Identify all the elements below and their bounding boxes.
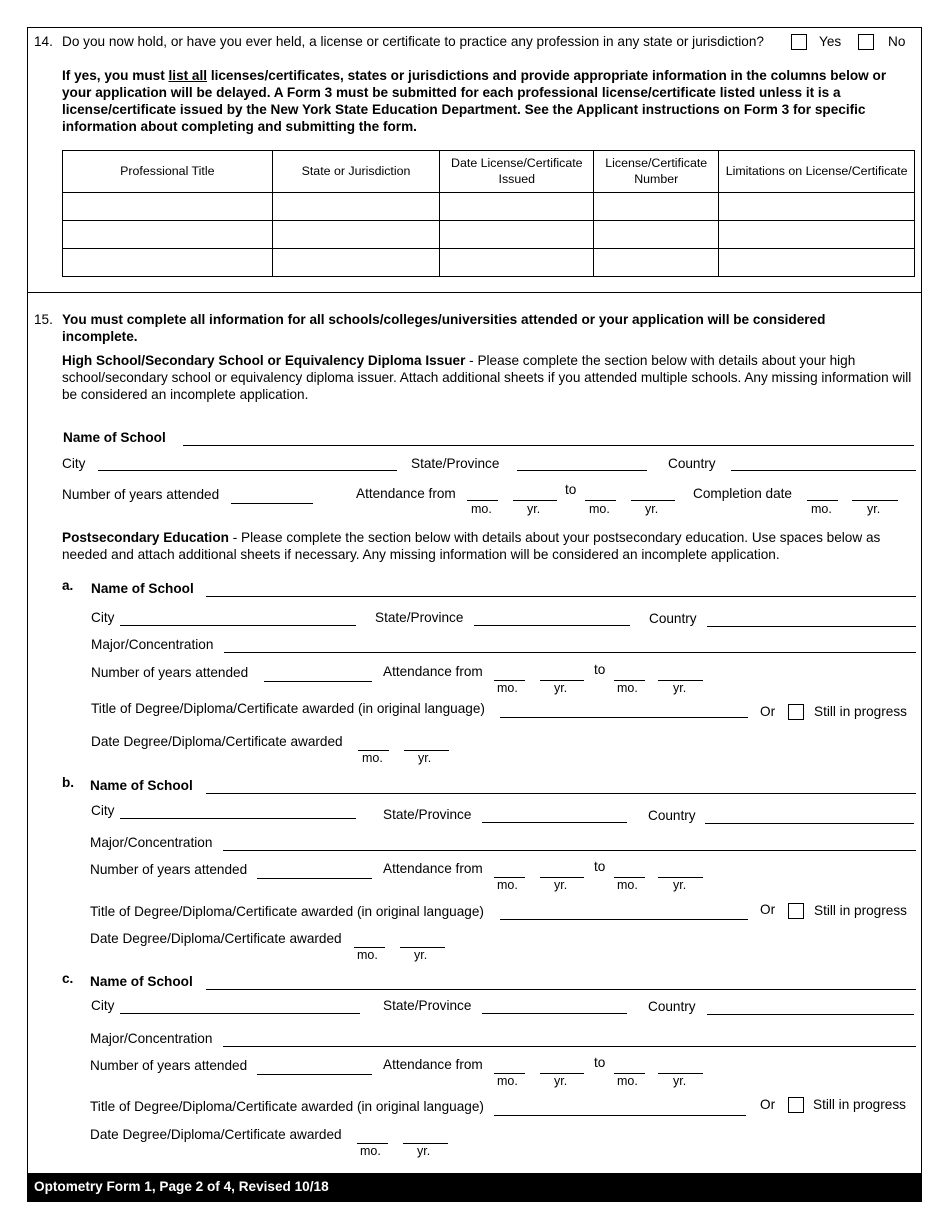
a-to-label: to [594, 662, 606, 677]
c-state-field[interactable] [482, 1013, 627, 1014]
b-years-field[interactable] [257, 878, 372, 879]
q15-intro: You must complete all information for all schools/colleges/universities attended or your application will be considered incomplete. [62, 312, 826, 344]
b-still-in-progress-label: Still in progress [814, 903, 907, 918]
b-attendance-label: Attendance from [383, 861, 483, 876]
section-a-letter: a. [62, 578, 74, 593]
b-awarded-mo-label: mo. [357, 948, 378, 962]
c-to-yr-label: yr. [673, 1074, 687, 1088]
hs-to-yr-field[interactable] [631, 500, 675, 501]
c-date-awarded-label: Date Degree/Diploma/Certificate awarded [90, 1127, 342, 1142]
a-degree-label: Title of Degree/Diploma/Certificate awarded (in original language) [91, 701, 485, 716]
q14-question: Do you now hold, or have you ever held, a license or certificate to practice any profession in any state or jurisdiction? [62, 34, 764, 49]
c-attendance-label: Attendance from [383, 1057, 483, 1072]
a-to-yr-label: yr. [673, 681, 687, 695]
q14-no-checkbox[interactable] [858, 34, 874, 50]
a-years-field[interactable] [264, 681, 372, 682]
hs-completion-mo-field[interactable] [807, 500, 838, 501]
table-cell[interactable] [63, 193, 273, 221]
q14-yes-label: Yes [819, 34, 842, 49]
a-name-field[interactable] [206, 596, 916, 597]
c-state-label: State/Province [383, 998, 472, 1013]
a-date-awarded-label: Date Degree/Diploma/Certificate awarded [91, 734, 343, 749]
a-awarded-mo-label: mo. [362, 751, 383, 765]
hs-state-label: State/Province [411, 456, 500, 471]
c-country-field[interactable] [707, 1014, 914, 1015]
q14-instructions: If yes, you must list all licenses/certificates, states or jurisdictions and provide appropriate information in the columns below or your application will be delayed. A Form 3 must be submitted for each professional license/certificate listed unless it is a license/certificate issued by the New York State Education Department. See the Applicant instructions on Form 3 for specific information about completing and submitting the form. [62, 68, 887, 134]
c-still-in-progress-label: Still in progress [813, 1097, 906, 1112]
table-cell[interactable] [63, 249, 273, 277]
a-still-in-progress-checkbox[interactable] [788, 704, 804, 720]
c-degree-label: Title of Degree/Diploma/Certificate awarded (in original language) [90, 1099, 484, 1114]
b-city-field[interactable] [120, 818, 356, 819]
hs-to-yr-label: yr. [645, 502, 659, 516]
hs-state-field[interactable] [517, 470, 647, 471]
a-still-in-progress-label: Still in progress [814, 704, 907, 719]
c-major-field[interactable] [223, 1046, 916, 1047]
b-name-label: Name of School [90, 778, 193, 793]
ps-instructions: Postsecondary Education - Please complete the section below with details about your postsecondary education. Use spaces below as needed and attach additional sheets if necessary. Any missing information will be considered an incomplete application. [62, 530, 881, 562]
col-license-number: License/Certificate Number [594, 151, 719, 193]
hs-to-label: to [565, 482, 577, 497]
hs-attendance-label: Attendance from [356, 486, 456, 501]
hs-from-yr-field[interactable] [513, 500, 557, 501]
hs-country-field[interactable] [731, 470, 916, 471]
a-major-label: Major/Concentration [91, 637, 214, 652]
a-major-field[interactable] [224, 652, 916, 653]
a-or-label: Or [760, 704, 776, 719]
a-from-mo-label: mo. [497, 681, 518, 695]
b-major-label: Major/Concentration [90, 835, 213, 850]
a-name-label: Name of School [91, 581, 194, 596]
b-still-in-progress-checkbox[interactable] [788, 903, 804, 919]
b-degree-field[interactable] [500, 919, 748, 920]
c-from-yr-label: yr. [554, 1074, 568, 1088]
b-to-label: to [594, 859, 606, 874]
c-years-label: Number of years attended [90, 1058, 248, 1073]
table-row [63, 193, 915, 221]
b-city-label: City [91, 803, 115, 818]
c-awarded-yr-label: yr. [417, 1144, 431, 1158]
license-table [62, 150, 915, 277]
table-cell[interactable] [594, 249, 719, 277]
c-city-field[interactable] [120, 1013, 360, 1014]
hs-to-mo-label: mo. [589, 502, 610, 516]
hs-years-field[interactable] [231, 503, 313, 504]
table-cell[interactable] [719, 221, 915, 249]
b-or-label: Or [760, 902, 776, 917]
c-or-label: Or [760, 1097, 776, 1112]
table-row [63, 249, 915, 277]
a-years-label: Number of years attended [91, 665, 249, 680]
hs-years-label: Number of years attended [62, 487, 220, 502]
a-city-field[interactable] [120, 625, 356, 626]
b-to-mo-label: mo. [617, 878, 638, 892]
col-limitations: Limitations on License/Certificate [719, 151, 915, 193]
table-cell[interactable] [594, 221, 719, 249]
hs-country-label: Country [668, 456, 716, 471]
b-name-field[interactable] [206, 793, 916, 794]
c-major-label: Major/Concentration [90, 1031, 213, 1046]
hs-from-mo-label: mo. [471, 502, 492, 516]
hs-from-yr-label: yr. [527, 502, 541, 516]
col-professional-title: Professional Title [63, 151, 273, 193]
a-attendance-label: Attendance from [383, 664, 483, 679]
table-cell[interactable] [440, 193, 594, 221]
q14-number: 14. [34, 34, 53, 49]
page-footer: Optometry Form 1, Page 2 of 4, Revised 10/18 [27, 1173, 922, 1202]
c-to-mo-label: mo. [617, 1074, 638, 1088]
section-divider [27, 292, 922, 293]
a-country-field[interactable] [707, 626, 916, 627]
hs-city-field[interactable] [98, 470, 397, 471]
table-row [63, 221, 915, 249]
b-country-field[interactable] [705, 823, 914, 824]
c-to-label: to [594, 1055, 606, 1070]
table-cell[interactable] [440, 221, 594, 249]
hs-from-mo-field[interactable] [467, 500, 498, 501]
a-city-label: City [91, 610, 115, 625]
hs-completion-label: Completion date [693, 486, 792, 501]
table-cell[interactable] [272, 193, 440, 221]
table-cell[interactable] [272, 221, 440, 249]
table-cell[interactable] [440, 249, 594, 277]
c-awarded-mo-label: mo. [360, 1144, 381, 1158]
table-cell[interactable] [719, 249, 915, 277]
a-awarded-yr-label: yr. [418, 751, 432, 765]
c-degree-field[interactable] [494, 1115, 746, 1116]
q15-number: 15. [34, 312, 53, 327]
c-from-mo-label: mo. [497, 1074, 518, 1088]
a-to-mo-label: mo. [617, 681, 638, 695]
c-city-label: City [91, 998, 115, 1013]
b-from-mo-label: mo. [497, 878, 518, 892]
b-state-field[interactable] [482, 822, 627, 823]
hs-name-label: Name of School [63, 430, 166, 445]
c-name-label: Name of School [90, 974, 193, 989]
b-country-label: Country [648, 808, 696, 823]
hs-city-label: City [62, 456, 86, 471]
c-still-in-progress-checkbox[interactable] [788, 1097, 804, 1113]
a-state-label: State/Province [375, 610, 464, 625]
hs-to-mo-field[interactable] [585, 500, 616, 501]
b-state-label: State/Province [383, 807, 472, 822]
b-date-awarded-label: Date Degree/Diploma/Certificate awarded [90, 931, 342, 946]
b-from-yr-label: yr. [554, 878, 568, 892]
b-major-field[interactable] [223, 850, 916, 851]
hs-completion-yr-label: yr. [867, 502, 881, 516]
q14-yes-checkbox[interactable] [791, 34, 807, 50]
c-years-field[interactable] [257, 1074, 372, 1075]
q14-no-label: No [888, 34, 906, 49]
a-degree-field[interactable] [500, 717, 748, 718]
col-state-jurisdiction: State or Jurisdiction [272, 151, 440, 193]
a-from-yr-label: yr. [554, 681, 568, 695]
table-cell[interactable] [63, 221, 273, 249]
a-country-label: Country [649, 611, 697, 626]
hs-completion-yr-field[interactable] [852, 500, 898, 501]
c-country-label: Country [648, 999, 696, 1014]
b-years-label: Number of years attended [90, 862, 248, 877]
c-name-field[interactable] [206, 989, 916, 990]
b-to-yr-label: yr. [673, 878, 687, 892]
table-cell[interactable] [272, 249, 440, 277]
hs-completion-mo-label: mo. [811, 502, 832, 516]
table-cell[interactable] [594, 193, 719, 221]
table-cell[interactable] [719, 193, 915, 221]
section-b-letter: b. [62, 775, 75, 790]
b-awarded-yr-label: yr. [414, 948, 428, 962]
hs-instructions: High School/Secondary School or Equivalency Diploma Issuer - Please complete the section below with details about your high school/secondary school or equivalency diploma issuer. Attach additional sheets if you attended multiple schools. Any missing information will be considered an incomplete application. [62, 353, 912, 402]
a-state-field[interactable] [474, 625, 630, 626]
section-c-letter: c. [62, 971, 74, 986]
col-date-issued: Date License/Certificate Issued [440, 151, 594, 193]
hs-name-field[interactable] [183, 445, 914, 446]
b-degree-label: Title of Degree/Diploma/Certificate awarded (in original language) [90, 904, 484, 919]
